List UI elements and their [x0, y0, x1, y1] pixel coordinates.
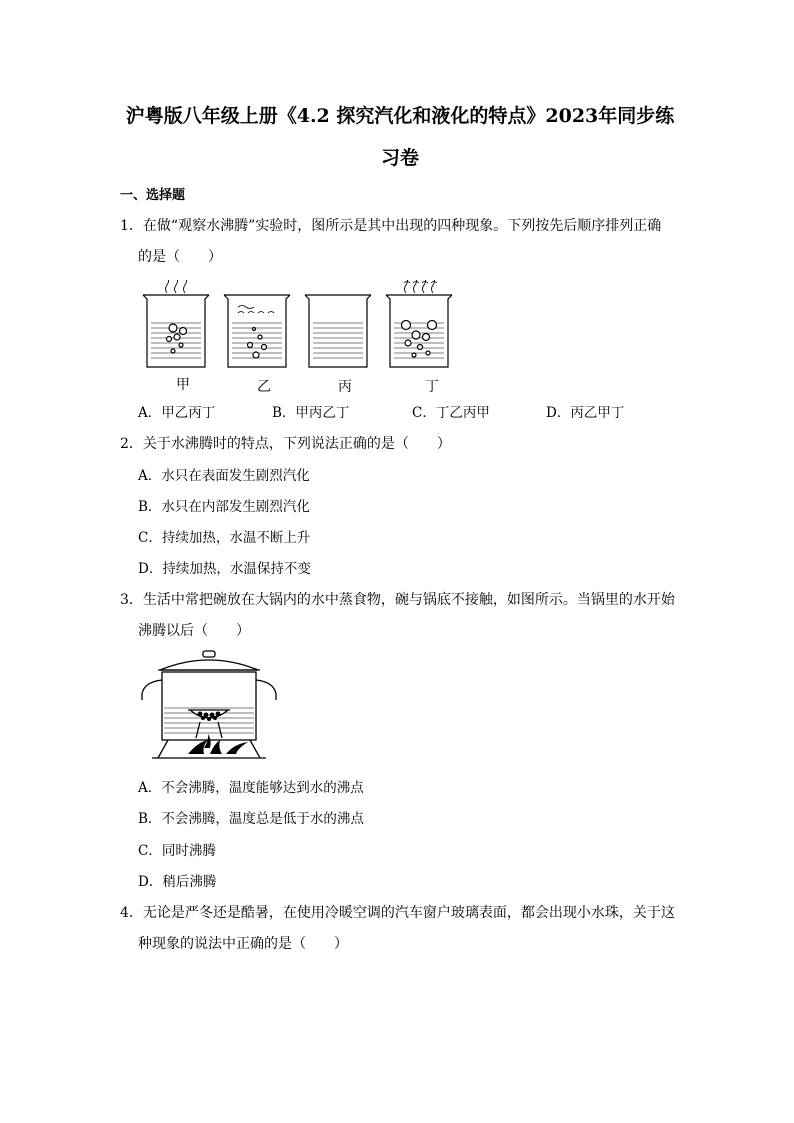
page-title: 沪粤版八年级上册《4.2 探究汽化和液化的特点》2023年同步练 [125, 105, 675, 127]
question-1-option-b[interactable]: B．甲丙乙丁 [272, 405, 350, 421]
figure-label-yi: 乙 [257, 379, 271, 395]
question-4-text: 4．无论是严冬还是酷暑，在使用冷暖空调的汽车窗户玻璃表面，都会出现小水珠，关于这 [120, 905, 675, 921]
question-1-text: 1．在做“观察水沸腾”实验时，图所示是其中出现的四种现象。下列按先后顺序排列正确 [120, 218, 662, 234]
question-4-text-line2: 种现象的说法中正确的是（ ） [138, 936, 348, 952]
question-3-text-line2: 沸腾以后（ ） [138, 623, 250, 639]
section-heading: 一、选择题 [120, 188, 186, 203]
figure-label-jia: 甲 [176, 377, 190, 393]
question-3-option-b[interactable]: B．不会沸腾，温度总是低于水的沸点 [138, 811, 364, 827]
question-3-text: 3．生活中常把碗放在大锅内的水中蒸食物，碗与锅底不接触，如图所示。当锅里的水开始 [120, 592, 675, 608]
question-1-option-d[interactable]: D．丙乙甲丁 [546, 405, 625, 421]
question-3-option-c[interactable]: C．同时沸腾 [138, 843, 216, 859]
question-1-option-c[interactable]: C．丁乙丙甲 [412, 405, 490, 421]
question-2-option-d[interactable]: D．持续加热，水温保持不变 [138, 561, 311, 577]
page-title-line2: 习卷 [380, 147, 419, 169]
question-2-text: 2．关于水沸腾时的特点，下列说法正确的是（ ） [120, 436, 451, 452]
question-2-option-b[interactable]: B．水只在内部发生剧烈汽化 [138, 499, 310, 515]
question-2-option-c[interactable]: C．持续加热，水温不断上升 [138, 530, 311, 546]
figure-label-bing: 丙 [338, 379, 352, 395]
steaming-pot-figure [138, 648, 288, 763]
question-2-option-a[interactable]: A．水只在表面发生剧烈汽化 [138, 468, 310, 484]
question-1-option-a[interactable]: A．甲乙丙丁 [138, 405, 216, 421]
question-1-text-line2: 的是（ ） [138, 249, 222, 265]
question-3-option-a[interactable]: A．不会沸腾，温度能够达到水的沸点 [138, 780, 364, 796]
figure-label-ding: 丁 [425, 379, 439, 395]
beakers-figure [138, 280, 458, 370]
question-3-option-d[interactable]: D．稍后沸腾 [138, 874, 217, 890]
